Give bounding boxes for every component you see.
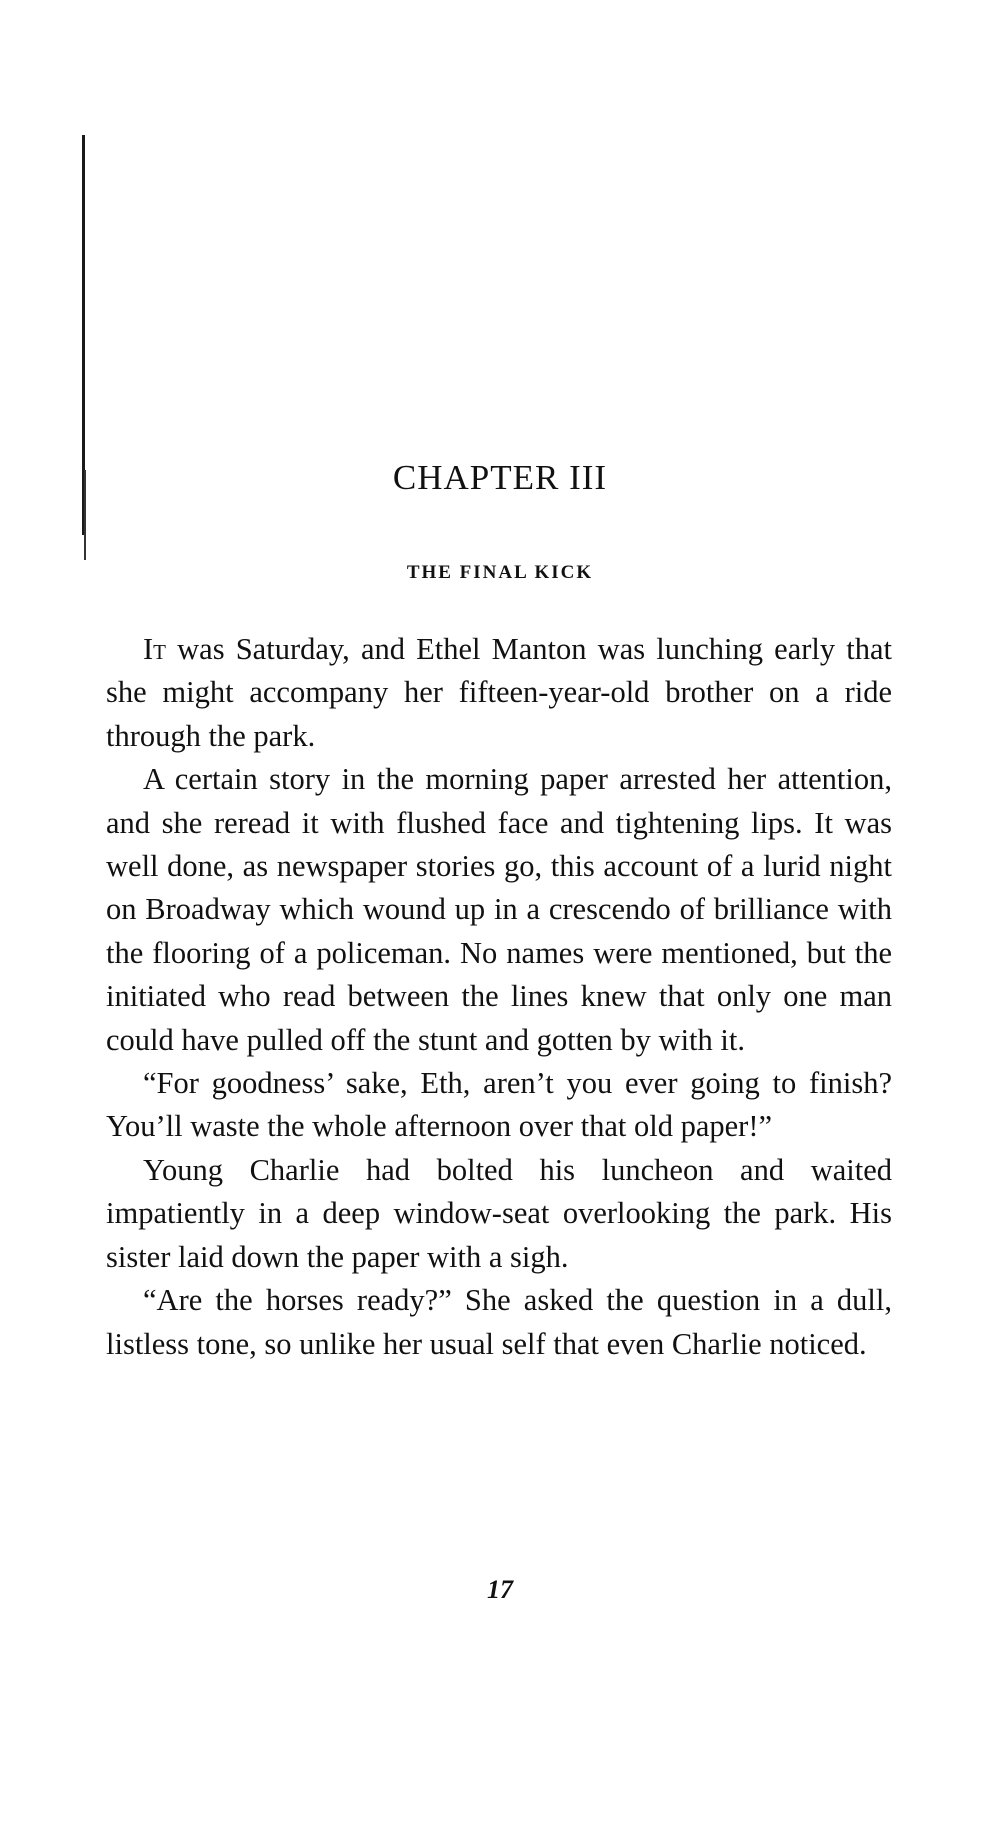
paragraph-1 — [106, 628, 892, 758]
paragraph-1-text: was Saturday, and Ethel Manton was lunching early that she might accompany her fifteen-year-old brother on a ride through the park. — [106, 632, 892, 753]
chapter-title: CHAPTER III — [392, 458, 608, 497]
page-number: 17 — [487, 1575, 513, 1604]
chapter-subtitle: THE FINAL KICK — [406, 562, 594, 583]
paragraph-1-opening: It — [143, 632, 166, 666]
paragraph-3: “For goodness’ sake, Eth, aren’t you ever going to finish? You’ll waste the whole afternoon over that old paper!” — [106, 1066, 892, 1144]
paragraph-2: A certain story in the morning paper arrested her attention, and she reread it with flushed face and tightening lips. It was well done, as newspaper stories go, this account of a lurid night on Broadway which wound up in a crescendo of brilliance with the flooring of a policeman. No names were mentioned, but the initiated who read between the lines knew that only one man could have pulled off the stunt and gotten by with it. — [106, 762, 892, 1057]
chapter-body — [106, 628, 892, 1366]
paragraph-4: Young Charlie had bolted his luncheon and waited impatiently in a deep window-seat overlooking the park. His sister laid down the paper with a sigh. — [106, 1152, 892, 1274]
paragraph-5: “Are the horses ready?” She asked the question in a dull, listless tone, so unlike her usual self that even Charlie noticed. — [106, 1283, 892, 1361]
